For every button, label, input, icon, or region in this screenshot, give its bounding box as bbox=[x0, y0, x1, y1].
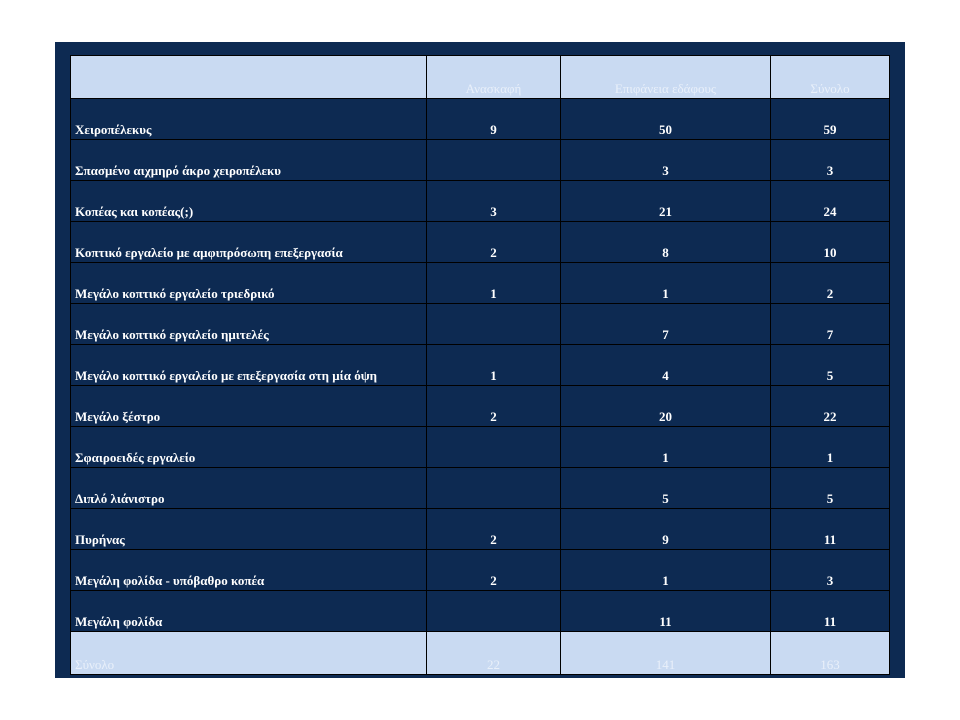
data-table bbox=[70, 55, 890, 675]
cell-surface: 11 bbox=[561, 591, 771, 632]
cell-surface: 9 bbox=[561, 509, 771, 550]
cell-total: 5 bbox=[771, 468, 890, 509]
cell-excavation bbox=[427, 468, 561, 509]
footer-total: 163 bbox=[771, 632, 890, 675]
cell-total: 11 bbox=[771, 591, 890, 632]
row-label: Μεγάλη φολίδα - υπόβαθρο κοπέα bbox=[71, 550, 427, 591]
cell-excavation: 2 bbox=[427, 222, 561, 263]
cell-surface: 50 bbox=[561, 99, 771, 140]
table-row bbox=[71, 427, 890, 468]
row-label: Μεγάλη φολίδα bbox=[71, 591, 427, 632]
table-row bbox=[71, 468, 890, 509]
table-row bbox=[71, 304, 890, 345]
table-row bbox=[71, 140, 890, 181]
cell-excavation bbox=[427, 140, 561, 181]
row-label: Χειροπέλεκυς bbox=[71, 99, 427, 140]
table-row bbox=[71, 591, 890, 632]
cell-surface: 8 bbox=[561, 222, 771, 263]
cell-excavation: 1 bbox=[427, 345, 561, 386]
cell-excavation: 2 bbox=[427, 386, 561, 427]
cell-total: 3 bbox=[771, 140, 890, 181]
cell-total: 11 bbox=[771, 509, 890, 550]
cell-total: 1 bbox=[771, 427, 890, 468]
cell-total: 7 bbox=[771, 304, 890, 345]
row-label: Πυρήνας bbox=[71, 509, 427, 550]
table-header bbox=[71, 56, 890, 99]
row-label: Μεγάλο κοπτικό εργαλείο με επεξεργασία στη μία όψη bbox=[71, 345, 427, 386]
footer-row bbox=[71, 632, 890, 675]
row-label: Μεγάλο ξέστρο bbox=[71, 386, 427, 427]
table-row bbox=[71, 345, 890, 386]
header-surface: Επιφάνεια εδάφους bbox=[561, 56, 771, 99]
table-row bbox=[71, 181, 890, 222]
footer-label: Σύνολο bbox=[71, 632, 427, 675]
cell-excavation bbox=[427, 591, 561, 632]
table-row bbox=[71, 550, 890, 591]
cell-excavation: 2 bbox=[427, 550, 561, 591]
cell-total: 10 bbox=[771, 222, 890, 263]
table-body bbox=[71, 99, 890, 632]
footer-excavation: 22 bbox=[427, 632, 561, 675]
header-label-cell bbox=[71, 56, 427, 99]
cell-excavation: 2 bbox=[427, 509, 561, 550]
cell-surface: 7 bbox=[561, 304, 771, 345]
row-label: Κοπέας και κοπέας(;) bbox=[71, 181, 427, 222]
cell-total: 59 bbox=[771, 99, 890, 140]
cell-surface: 5 bbox=[561, 468, 771, 509]
cell-total: 24 bbox=[771, 181, 890, 222]
table-row bbox=[71, 222, 890, 263]
cell-surface: 1 bbox=[561, 550, 771, 591]
cell-total: 5 bbox=[771, 345, 890, 386]
cell-surface: 1 bbox=[561, 263, 771, 304]
row-label: Σπασμένο αιχμηρό άκρο χειροπέλεκυ bbox=[71, 140, 427, 181]
table-row bbox=[71, 263, 890, 304]
table-row bbox=[71, 509, 890, 550]
cell-total: 22 bbox=[771, 386, 890, 427]
footer-surface: 141 bbox=[561, 632, 771, 675]
cell-excavation: 1 bbox=[427, 263, 561, 304]
cell-excavation bbox=[427, 304, 561, 345]
cell-excavation bbox=[427, 427, 561, 468]
row-label: Μεγάλο κοπτικό εργαλείο ημιτελές bbox=[71, 304, 427, 345]
row-label: Σφαιροειδές εργαλείο bbox=[71, 427, 427, 468]
table-row bbox=[71, 386, 890, 427]
header-row bbox=[71, 56, 890, 99]
cell-surface: 21 bbox=[561, 181, 771, 222]
cell-surface: 4 bbox=[561, 345, 771, 386]
row-label: Κοπτικό εργαλείο με αμφιπρόσωπη επεξεργασία bbox=[71, 222, 427, 263]
table-footer bbox=[71, 632, 890, 675]
cell-total: 2 bbox=[771, 263, 890, 304]
cell-excavation: 3 bbox=[427, 181, 561, 222]
cell-total: 3 bbox=[771, 550, 890, 591]
cell-surface: 20 bbox=[561, 386, 771, 427]
header-total: Σύνολο bbox=[771, 56, 890, 99]
row-label: Μεγάλο κοπτικό εργαλείο τριεδρικό bbox=[71, 263, 427, 304]
table-row bbox=[71, 99, 890, 140]
row-label: Διπλό λιάνιστρο bbox=[71, 468, 427, 509]
cell-surface: 3 bbox=[561, 140, 771, 181]
cell-excavation: 9 bbox=[427, 99, 561, 140]
header-excavation: Ανασκαφή bbox=[427, 56, 561, 99]
cell-surface: 1 bbox=[561, 427, 771, 468]
